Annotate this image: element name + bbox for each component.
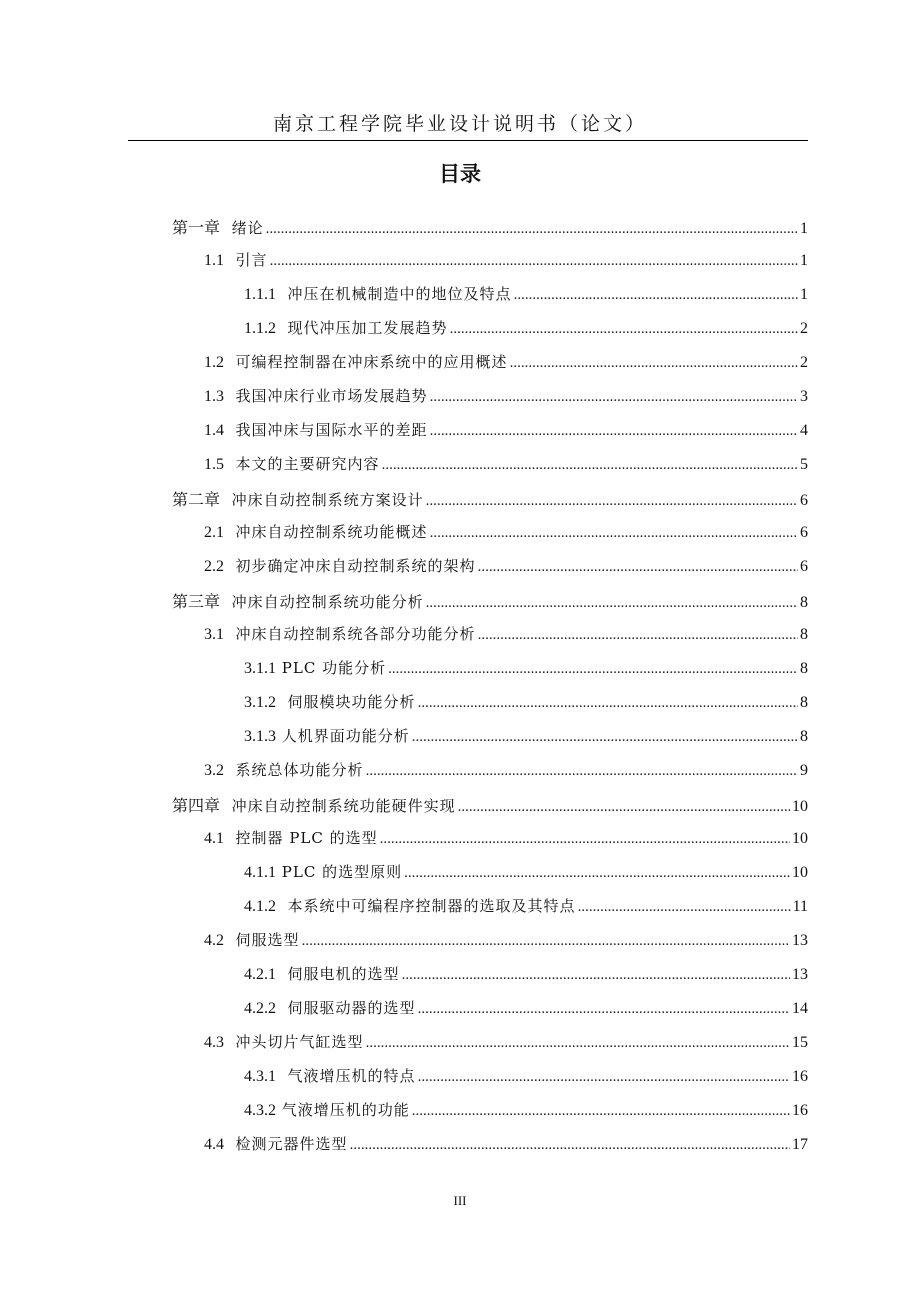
toc-entry[interactable]: 3.1.1 PLC 功能分析 ..... 8 xyxy=(244,657,808,683)
toc-entry[interactable]: 1.1.2 现代冲压加工发展趋势 ..... 2 xyxy=(244,317,808,343)
toc-entry[interactable]: 3.2 系统总体功能分析 ..... 9 xyxy=(204,759,808,785)
toc-entry[interactable]: 4.1.2 本系统中可编程序控制器的选取及其特点 ..... 11 xyxy=(244,895,808,921)
toc-entry[interactable]: 第一章 绪论 ..... 1 xyxy=(172,215,808,241)
toc-entry[interactable]: 4.3.1 气液增压机的特点 ..... 16 xyxy=(244,1065,808,1091)
toc-entry[interactable]: 2.2 初步确定冲床自动控制系统的架构 ..... 6 xyxy=(204,555,808,581)
toc-heading: 目录 xyxy=(439,162,481,186)
toc-entry[interactable]: 1.2 可编程控制器在冲床系统中的应用概述 ..... 2 xyxy=(204,351,808,377)
toc-entry[interactable]: 4.2.2 伺服驱动器的选型 ..... 14 xyxy=(244,997,808,1023)
toc-entry[interactable]: 1.3 我国冲床行业市场发展趋势 ..... 3 xyxy=(204,385,808,411)
toc-entry[interactable]: 4.3.2 气液增压机的功能 ..... 16 xyxy=(244,1099,808,1125)
toc-entry[interactable]: 4.3 冲头切片气缸选型 ..... 15 xyxy=(204,1031,808,1057)
toc-entry[interactable]: 第四章 冲床自动控制系统功能硬件实现 ..... 10 xyxy=(172,793,808,819)
toc-entry[interactable]: 4.4 检测元器件选型 ..... 17 xyxy=(204,1133,808,1159)
toc-entry[interactable]: 3.1 冲床自动控制系统各部分功能分析 ..... 8 xyxy=(204,623,808,649)
toc-entry[interactable]: 3.1.2 伺服模块功能分析 ..... 8 xyxy=(244,691,808,717)
toc-entry[interactable]: 2.1 冲床自动控制系统功能概述 ..... 6 xyxy=(204,521,808,547)
toc-entry[interactable]: 第二章 冲床自动控制系统方案设计 ..... 6 xyxy=(172,487,808,513)
toc-entry[interactable]: 4.1.1 PLC 的选型原则 ..... 10 xyxy=(244,861,808,887)
toc-entry[interactable]: 第三章 冲床自动控制系统功能分析 ..... 8 xyxy=(172,589,808,615)
header-divider xyxy=(128,140,808,141)
page-number: III xyxy=(453,1193,467,1208)
toc-entry[interactable]: 4.2.1 伺服电机的选型 ..... 13 xyxy=(244,963,808,989)
toc-entry[interactable]: 4.2 伺服选型 ..... 13 xyxy=(204,929,808,955)
toc-entry[interactable]: 3.1.3 人机界面功能分析 ..... 8 xyxy=(244,725,808,751)
toc-entry[interactable]: 1.4 我国冲床与国际水平的差距 ..... 4 xyxy=(204,419,808,445)
toc-entry[interactable]: 1.1 引言 ..... 1 xyxy=(204,249,808,275)
toc-entry[interactable]: 1.5 本文的主要研究内容 ..... 5 xyxy=(204,453,808,479)
document-header-title: 南京工程学院毕业设计说明书（论文） xyxy=(272,113,647,135)
toc-entry[interactable]: 4.1 控制器 PLC 的选型 ..... 10 xyxy=(204,827,808,853)
toc-entry[interactable]: 1.1.1 冲压在机械制造中的地位及特点 ..... 1 xyxy=(244,283,808,309)
